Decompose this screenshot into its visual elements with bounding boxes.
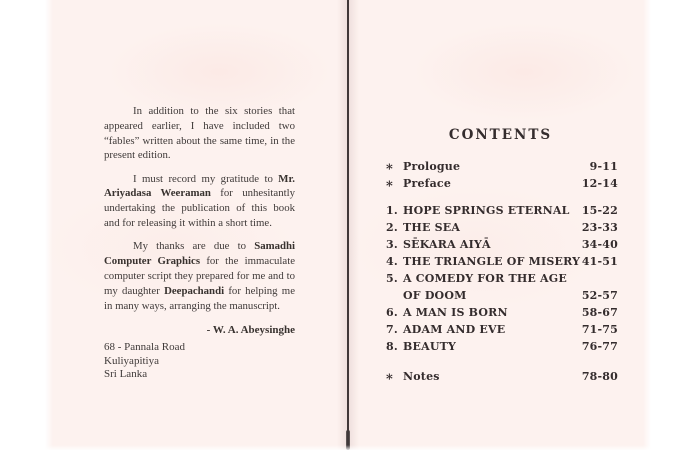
page-bottom-fade: [0, 445, 700, 450]
toc-label: THE TRIANGLE OF MISERY: [403, 255, 581, 268]
toc-row: [386, 219, 618, 236]
toc-label: A MAN IS BORN: [403, 306, 508, 319]
paragraph: My thanks are due to Samadhi Computer Graphics for the immaculate computer script they prepared for me and to my daughter Deepachandi for helping me in many ways, arranging the manuscript.: [104, 240, 296, 312]
toc-row: [386, 338, 618, 355]
acknowledgement-text: [104, 104, 295, 313]
toc-pages: 15-22: [581, 204, 618, 217]
toc-row: [386, 270, 618, 304]
toc-label: Prologue: [403, 160, 461, 173]
toc-marker: 1.: [386, 204, 398, 217]
toc-marker: 5.: [386, 272, 398, 285]
author-address: [104, 341, 295, 382]
toc-marker: 6.: [386, 306, 398, 319]
toc-marker: 3.: [386, 238, 398, 251]
toc-label: Notes: [403, 370, 440, 383]
acknowledgement-section: [104, 104, 295, 382]
left-page: [44, 0, 347, 450]
toc-label: Preface: [403, 177, 452, 190]
toc-pages: 23-33: [581, 221, 618, 234]
toc-label: HOPE SPRINGS ETERNAL: [403, 204, 570, 217]
toc-marker: *: [386, 178, 393, 194]
toc-label: BEAUTY: [403, 340, 457, 353]
toc-marker: 4.: [386, 255, 398, 268]
toc-pages: 12-14: [581, 177, 618, 190]
contents-title: CONTENTS: [448, 127, 553, 143]
toc-marker: *: [386, 371, 393, 387]
address-line: 68 - Pannala Road: [104, 341, 185, 354]
toc-row: [386, 368, 618, 385]
toc-row: [386, 253, 618, 270]
toc-row: [386, 202, 618, 219]
toc-marker: 2.: [386, 221, 398, 234]
toc-row: [386, 158, 618, 175]
toc-label: THE SEA: [403, 221, 461, 234]
address-line: Sri Lanka: [104, 368, 148, 381]
toc-row: [386, 321, 618, 338]
toc-pages: 71-75: [581, 323, 618, 336]
toc-marker: 8.: [386, 340, 398, 353]
toc-pages: 58-67: [581, 306, 618, 319]
toc-marker: 7.: [386, 323, 398, 336]
toc-pages: 76-77: [581, 340, 618, 353]
toc-row: [386, 175, 618, 192]
toc-label: ADAM AND EVE: [403, 323, 506, 336]
paragraph: I must record my gratitude to Mr. Ariyadasa Weeraman for unhesitantly undertaking the publication of this book and for releasing it within a short time.: [104, 172, 295, 230]
toc-label-line2: OF DOOM: [403, 289, 467, 302]
toc-pages: 78-80: [581, 370, 618, 383]
toc-marker: *: [386, 161, 393, 177]
toc-pages: 41-51: [581, 255, 618, 268]
table-of-contents: [386, 158, 618, 385]
paragraph: In addition to the six stories that appeared earlier, I have included two “fables” written about the same time, in the present edition.: [104, 105, 295, 162]
toc-pages: 34-40: [581, 238, 618, 251]
address-line: Kuliyapitiya: [104, 354, 159, 367]
toc-label: SĒKARA AIYĀ: [403, 238, 491, 251]
toc-pages: 52-57: [581, 289, 618, 302]
toc-pages: 9-11: [589, 160, 618, 173]
toc-row: [386, 304, 618, 321]
toc-row: [386, 236, 618, 253]
toc-label: A COMEDY FOR THE AGE OF DOOM: [403, 272, 567, 302]
right-page: [349, 0, 652, 450]
page-gutter-line: [347, 0, 349, 450]
author-signature: - W. A. Abeysinghe: [206, 324, 295, 337]
